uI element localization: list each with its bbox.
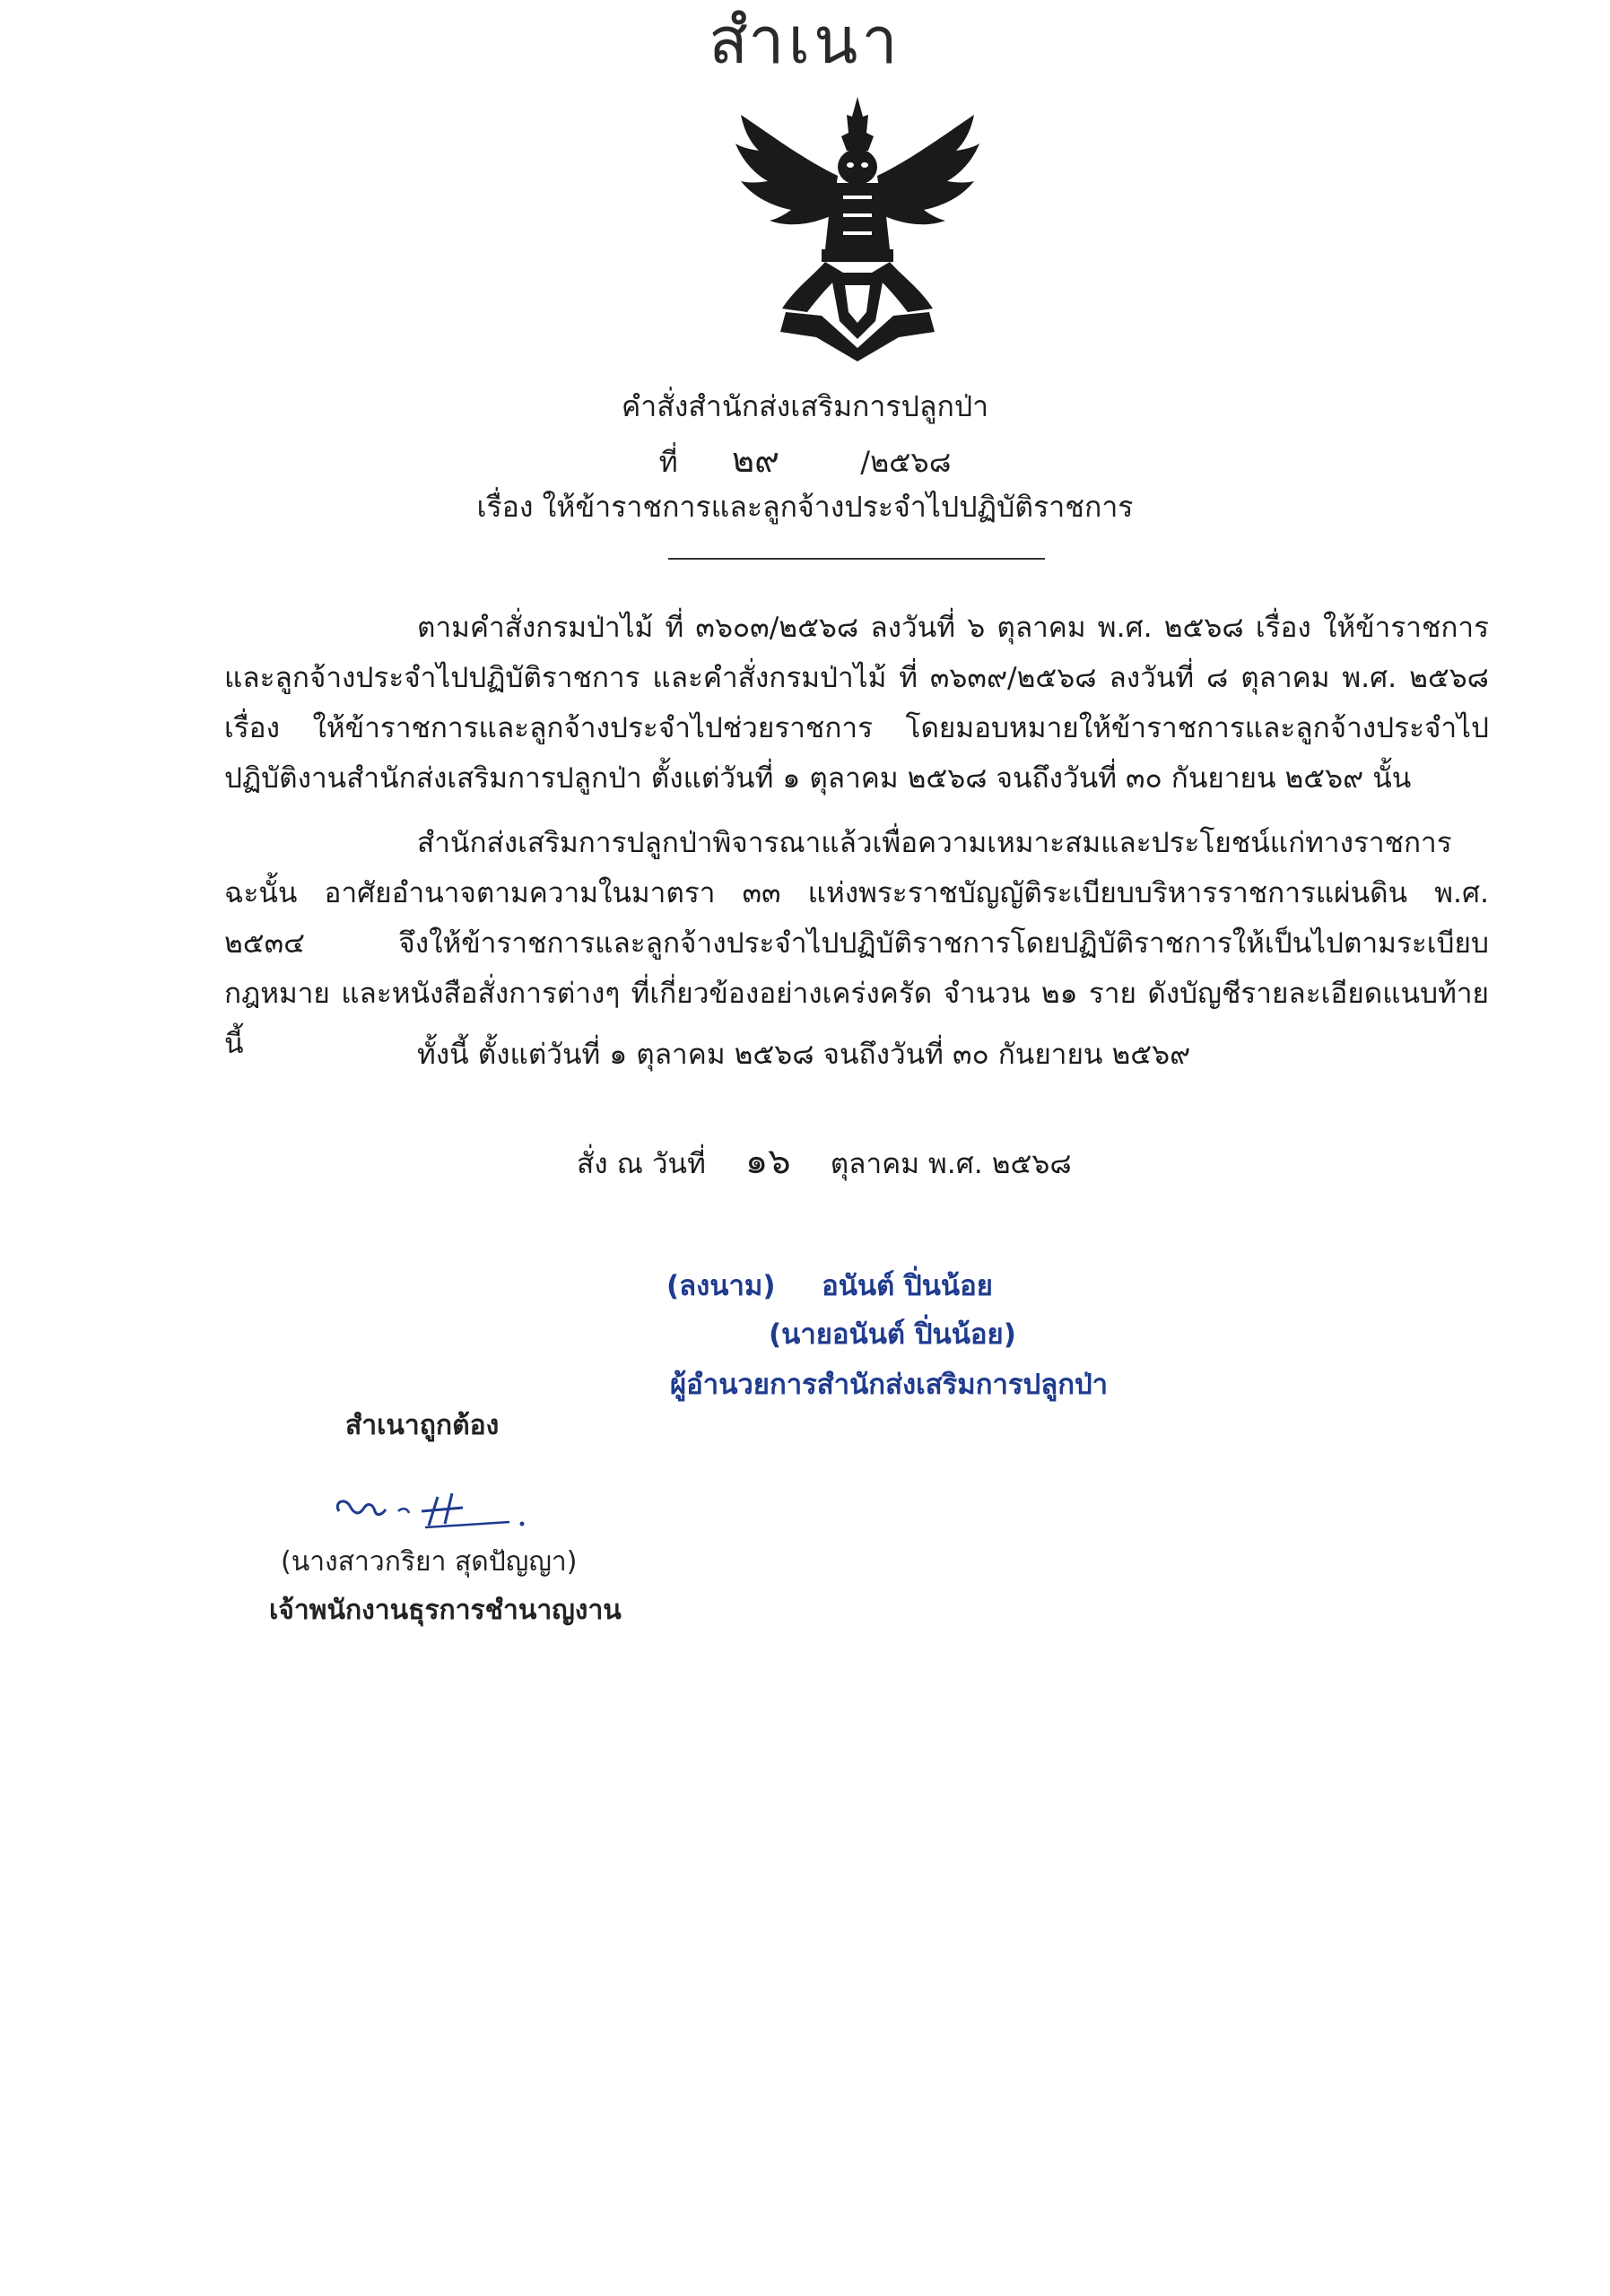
signer-full-name: (นายอนันต์ ปิ่นน้อย) xyxy=(769,1318,1016,1351)
signed-label: (ลงนาม) xyxy=(666,1270,776,1302)
issue-date-day: ๑๖ xyxy=(744,1141,791,1182)
signed-line xyxy=(666,1263,993,1308)
copy-stamp: สำเนา xyxy=(709,3,901,78)
issue-date-line xyxy=(577,1132,1072,1189)
order-subject: เรื่อง ให้ข้าราชการและลูกจ้างประจำไปปฏิบัติราชการ xyxy=(476,490,1134,524)
body-paragraph-1 xyxy=(224,603,1489,804)
paragraph-2-text: สำนักส่งเสริมการปลูกป่าพิจารณาแล้วเพื่อความเหมาะสมและประโยชน์แก่ทางราชการ ฉะนั้น อาศัยอำนาจตามความในมาตรา ๓๓ แห่งพระราชบัญญัติระเบียบบริหารราชการแผ่นดิน พ.ศ. ๒๕๓๔ จึงให้ข้าราชการและลูกจ้างประจำไปปฏิบัติราชการโดยปฏิบัติราชการให้เป็นไปตามระเบียบ กฎหมาย และหนังสือสั่งการต่างๆ ที่เกี่ยวข้องอย่างเคร่งครัด จำนวน ๒๑ ราย ดังบัญชีรายละเอียดแนบท้ายนี้ xyxy=(224,827,1489,1060)
paragraph-1-text: ตามคำสั่งกรมป่าไม้ ที่ ๓๖๐๓/๒๕๖๘ ลงวันที่ ๖ ตุลาคม พ.ศ. ๒๕๖๘ เรื่อง ให้ข้าราชการและลูกจ้างประจำไปปฏิบัติราชการ และคำสั่งกรมป่าไม้ ที่ ๓๖๓๙/๒๕๖๘ ลงวันที่ ๘ ตุลาคม พ.ศ. ๒๕๖๘ เรื่อง ให้ข้าราชการและลูกจ้างประจำไปช่วยราชการ โดยมอบหมายให้ข้าราชการและลูกจ้างประจำไปปฏิบัติงานสำนักส่งเสริมการปลูกป่า ตั้งแต่วันที่ ๑ ตุลาคม ๒๕๖๘ จนถึงวันที่ ๓๐ กันยายน ๒๕๖๙ นั้น xyxy=(224,612,1489,795)
garuda-emblem xyxy=(732,97,983,361)
body-paragraph-3: ทั้งนี้ ตั้งแต่วันที่ ๑ ตุลาคม ๒๕๖๘ จนถึงวันที่ ๓๐ กันยายน ๒๕๖๙ xyxy=(417,1039,1191,1071)
order-number-prefix: ที่ xyxy=(658,445,678,479)
signer-position: ผู้อำนวยการสำนักส่งเสริมการปลูกป่า xyxy=(670,1369,1109,1401)
certifier-position: เจ้าพนักงานธุรการชำนาญงาน xyxy=(269,1595,622,1626)
certifier-name: (นางสาวกริยา สุดปัญญา) xyxy=(281,1546,578,1578)
handwritten-signature xyxy=(332,1484,547,1538)
order-number-line xyxy=(0,432,1610,487)
order-title: คำสั่งสำนักส่งเสริมการปลูกป่า xyxy=(621,389,989,423)
issue-date-prefix: สั่ง ณ วันที่ xyxy=(577,1148,706,1180)
signed-name: อนันต์ ปิ่นน้อย xyxy=(822,1270,993,1302)
certified-copy-label: สำเนาถูกต้อง xyxy=(345,1410,500,1441)
header-divider xyxy=(668,558,1045,560)
order-number-year: /๒๕๖๘ xyxy=(860,445,952,479)
issue-date-month-year: ตุลาคม พ.ศ. ๒๕๖๘ xyxy=(830,1148,1072,1180)
order-number-value: ๒๙ xyxy=(732,440,779,480)
